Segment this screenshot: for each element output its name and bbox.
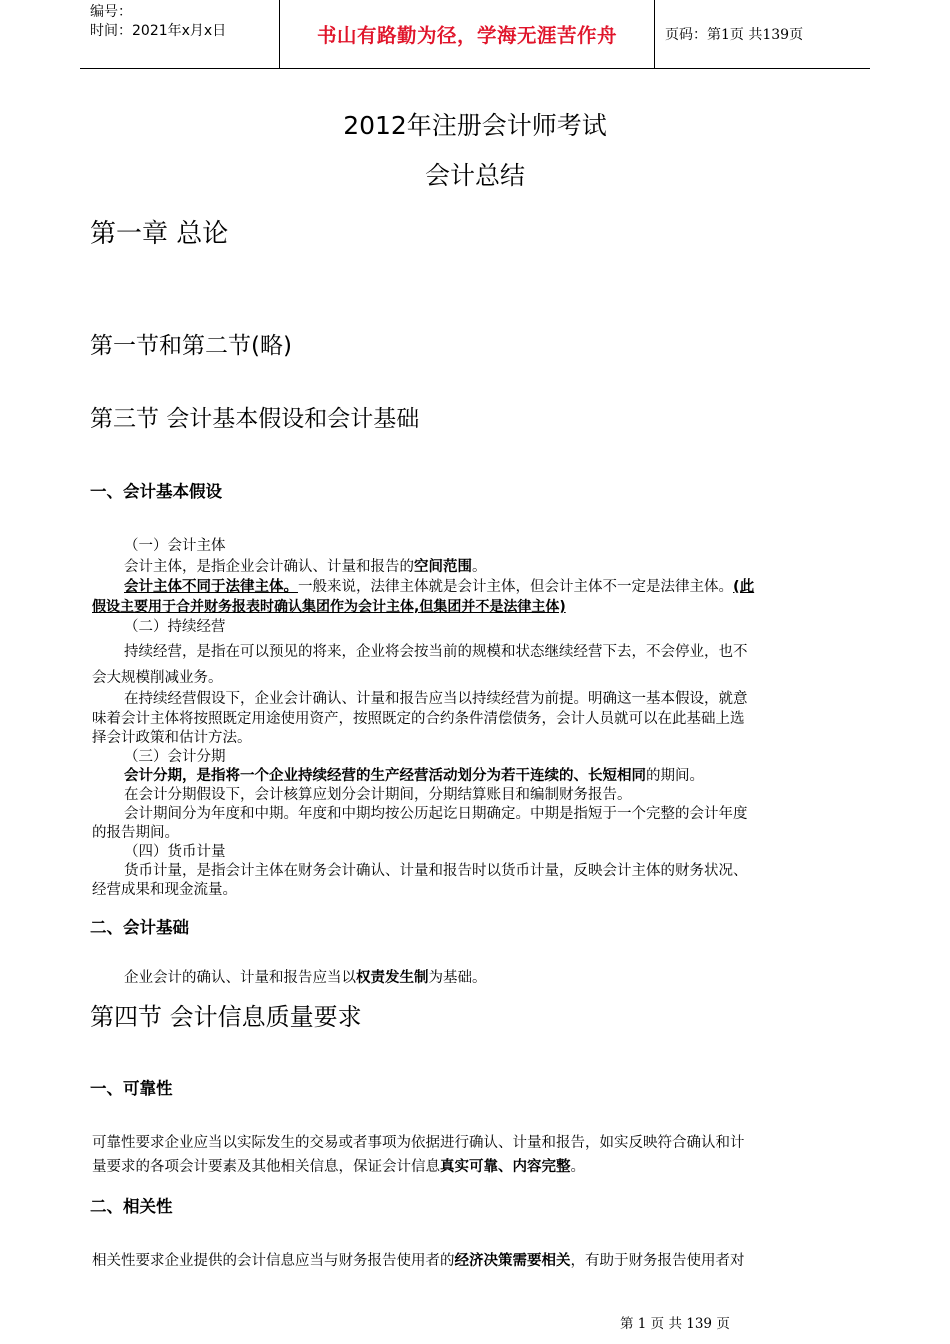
period-line-3: 会计期间分为年度和中期。年度和中期均按公历起讫日期确定。中期是指短于一个完整的会计年度 [124,806,748,822]
going-concern-line-3: 在持续经营假设下，企业会计确认、计量和报告应当以持续经营为前提。明确这一基本假设，就意 [124,691,748,707]
going-concern-line-5: 择会计政策和估计方法。 [92,730,252,746]
money-line-1: 货币计量，是指会计主体在财务会计确认、计量和报告时以货币计量，反映会计主体的财务状况、 [124,863,748,879]
section-heading-3: 第三节 会计基本假设和会计基础 [90,406,420,432]
chapter-heading: 第一章 总论 [90,219,229,249]
going-concern-line-4: 味着会计主体将按照既定用途使用资产，按照既定的合约条件清偿债务，会计人员就可以在此基础上选 [92,711,745,727]
period-line-1: 会计分期，是指将一个企业持续经营的生产经营活动划分为若干连续的、长短相同的期间。 [124,768,704,784]
going-concern-line-1: 持续经营，是指在可以预见的将来，企业将会按当前的规模和状态继续经营下去，不会停业，也不 [124,644,748,660]
basis-line: 企业会计的确认、计量和报告应当以权责发生制为基础。 [124,970,487,986]
going-concern-line-2: 会大规模削减业务。 [92,670,223,686]
entity-line-3: 假设主要用于合并财务报表时确认集团作为会计主体,但集团并不是法律主体) [92,599,566,615]
subheading-reliability: 一、可靠性 [90,1079,173,1098]
section-heading-4: 第四节 会计信息质量要求 [90,1003,362,1031]
relevance-line-1: 相关性要求企业提供的会计信息应当与财务报告使用者的经济决策需要相关，有助于财务报告使用者对 [92,1253,745,1269]
subheading-assumptions: 一、会计基本假设 [90,482,222,501]
document-subtitle: 会计总结 [424,161,525,190]
subheading-relevance: 二、相关性 [90,1197,173,1216]
money-subheading: （四）货币计量 [124,844,226,860]
period-line-4: 的报告期间。 [92,825,179,841]
time-label: 时间：2021年x月x日 [90,23,227,39]
document-title: 2012年注册会计师考试 [343,111,607,140]
entity-subheading: （一）会计主体 [124,538,226,554]
subheading-basis: 二、会计基础 [90,918,189,937]
page-footer: 第 1 页 共 139 页 [620,1316,730,1332]
money-line-2: 经营成果和现金流量。 [92,882,237,898]
header-meta [80,0,280,68]
period-line-2: 在会计分期假设下，会计核算应划分会计期间，分期结算账目和编制财务报告。 [124,787,632,803]
header-page-info: 页码：第1页 共139页 [665,27,804,43]
section-heading-1-2: 第一节和第二节(略) [90,333,292,359]
header-motto: 书山有路勤为径，学海无涯苦作舟 [280,0,655,68]
reliability-line-1: 可靠性要求企业应当以实际发生的交易或者事项为依据进行确认、计量和报告，如实反映符合确认和计 [92,1135,745,1151]
entity-line-1: 会计主体，是指企业会计确认、计量和报告的空间范围。 [124,559,487,575]
going-concern-subheading: （二）持续经营 [124,619,226,635]
period-subheading: （三）会计分期 [124,749,226,765]
page-header [80,0,870,69]
serial-label: 编号： [90,4,132,20]
reliability-line-2: 量要求的各项会计要素及其他相关信息，保证会计信息真实可靠、内容完整。 [92,1159,585,1175]
entity-line-2: 会计主体不同于法律主体。一般来说，法律主体就是会计主体，但会计主体不一定是法律主体。(此 [124,579,755,595]
